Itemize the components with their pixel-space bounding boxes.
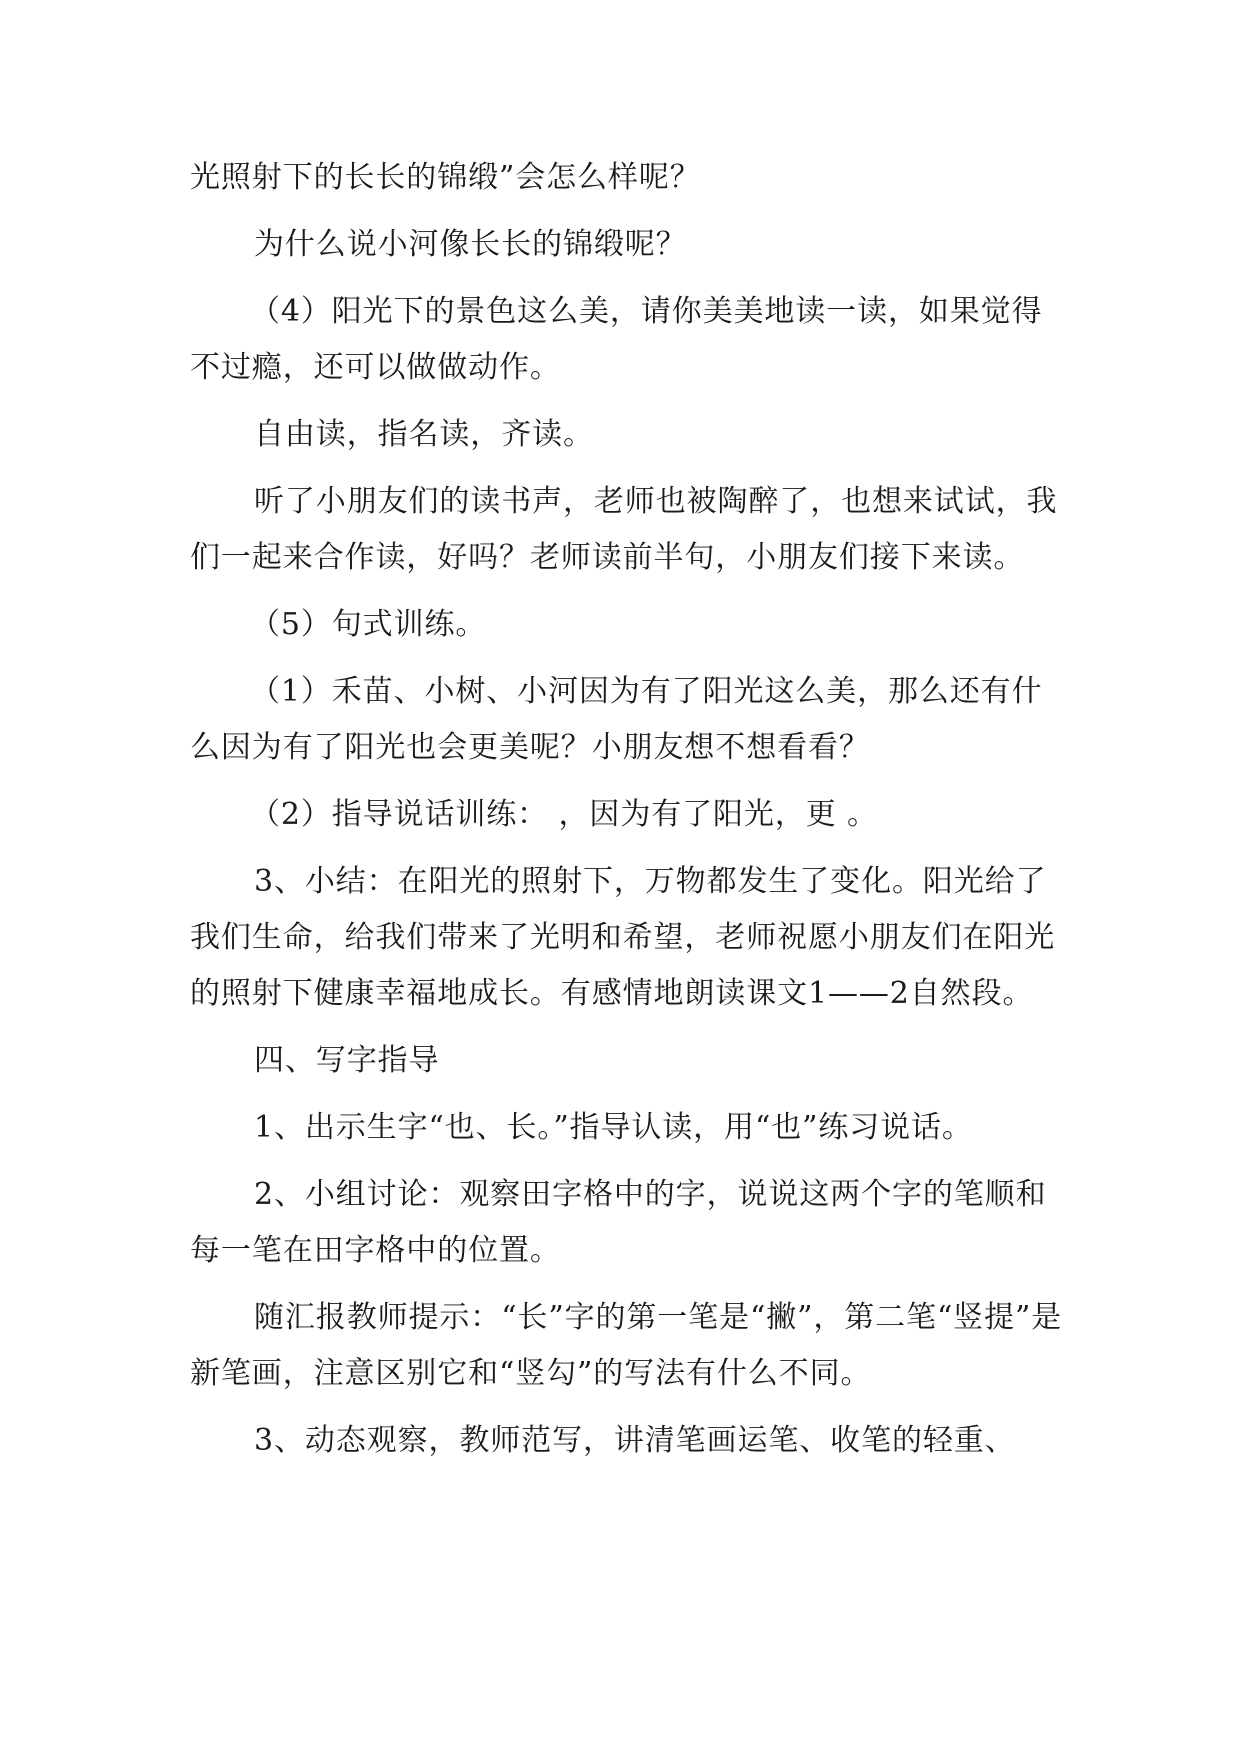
paragraph: （1）禾苗、小树、小河因为有了阳光这么美，那么还有什么因为有了阳光也会更美呢？小朋友想不想看看？: [190, 674, 1043, 765]
document-body: [190, 150, 1070, 1480]
paragraph: 自由读，指名读，齐读。: [254, 417, 594, 452]
paragraph: 听了小朋友们的读书声，老师也被陶醉了，也想来试试，我们一起来合作读，好吗？老师读前半句，小朋友们接下来读。: [190, 484, 1058, 575]
paragraph: 1、出示生字“也、长。”指导认读，用“也”练习说话。: [254, 1110, 973, 1145]
paragraph: （2）指导说话训练： ，因为有了阳光，更 。: [250, 797, 878, 832]
paragraph: （5）句式训练。: [250, 607, 487, 642]
paragraph: 3、动态观察，教师范写，讲清笔画运笔、收笔的轻重、: [254, 1423, 1016, 1458]
paragraph: 光照射下的长长的锦缎”会怎么样呢？: [190, 160, 701, 195]
paragraph: 2、小组讨论：观察田字格中的字，说说这两个字的笔顺和每一笔在田字格中的位置。: [190, 1177, 1047, 1268]
paragraph: 随汇报教师提示：“长”字的第一笔是“撇”，第二笔“竖提”是新笔画，注意区别它和“竖勾”的写法有什么不同。: [190, 1300, 1063, 1391]
paragraph: 3、小结：在阳光的照射下，万物都发生了变化。阳光给了我们生命，给我们带来了光明和希望，老师祝愿小朋友们在阳光的照射下健康幸福地成长。有感情地朗读课文1——2自然段。: [190, 864, 1056, 1011]
paragraph: 为什么说小河像长长的锦缎呢？: [254, 227, 687, 262]
paragraph: （4）阳光下的景色这么美，请你美美地读一读，如果觉得不过瘾，还可以做做动作。: [190, 294, 1043, 385]
section-heading: 四、写字指导: [254, 1043, 440, 1078]
